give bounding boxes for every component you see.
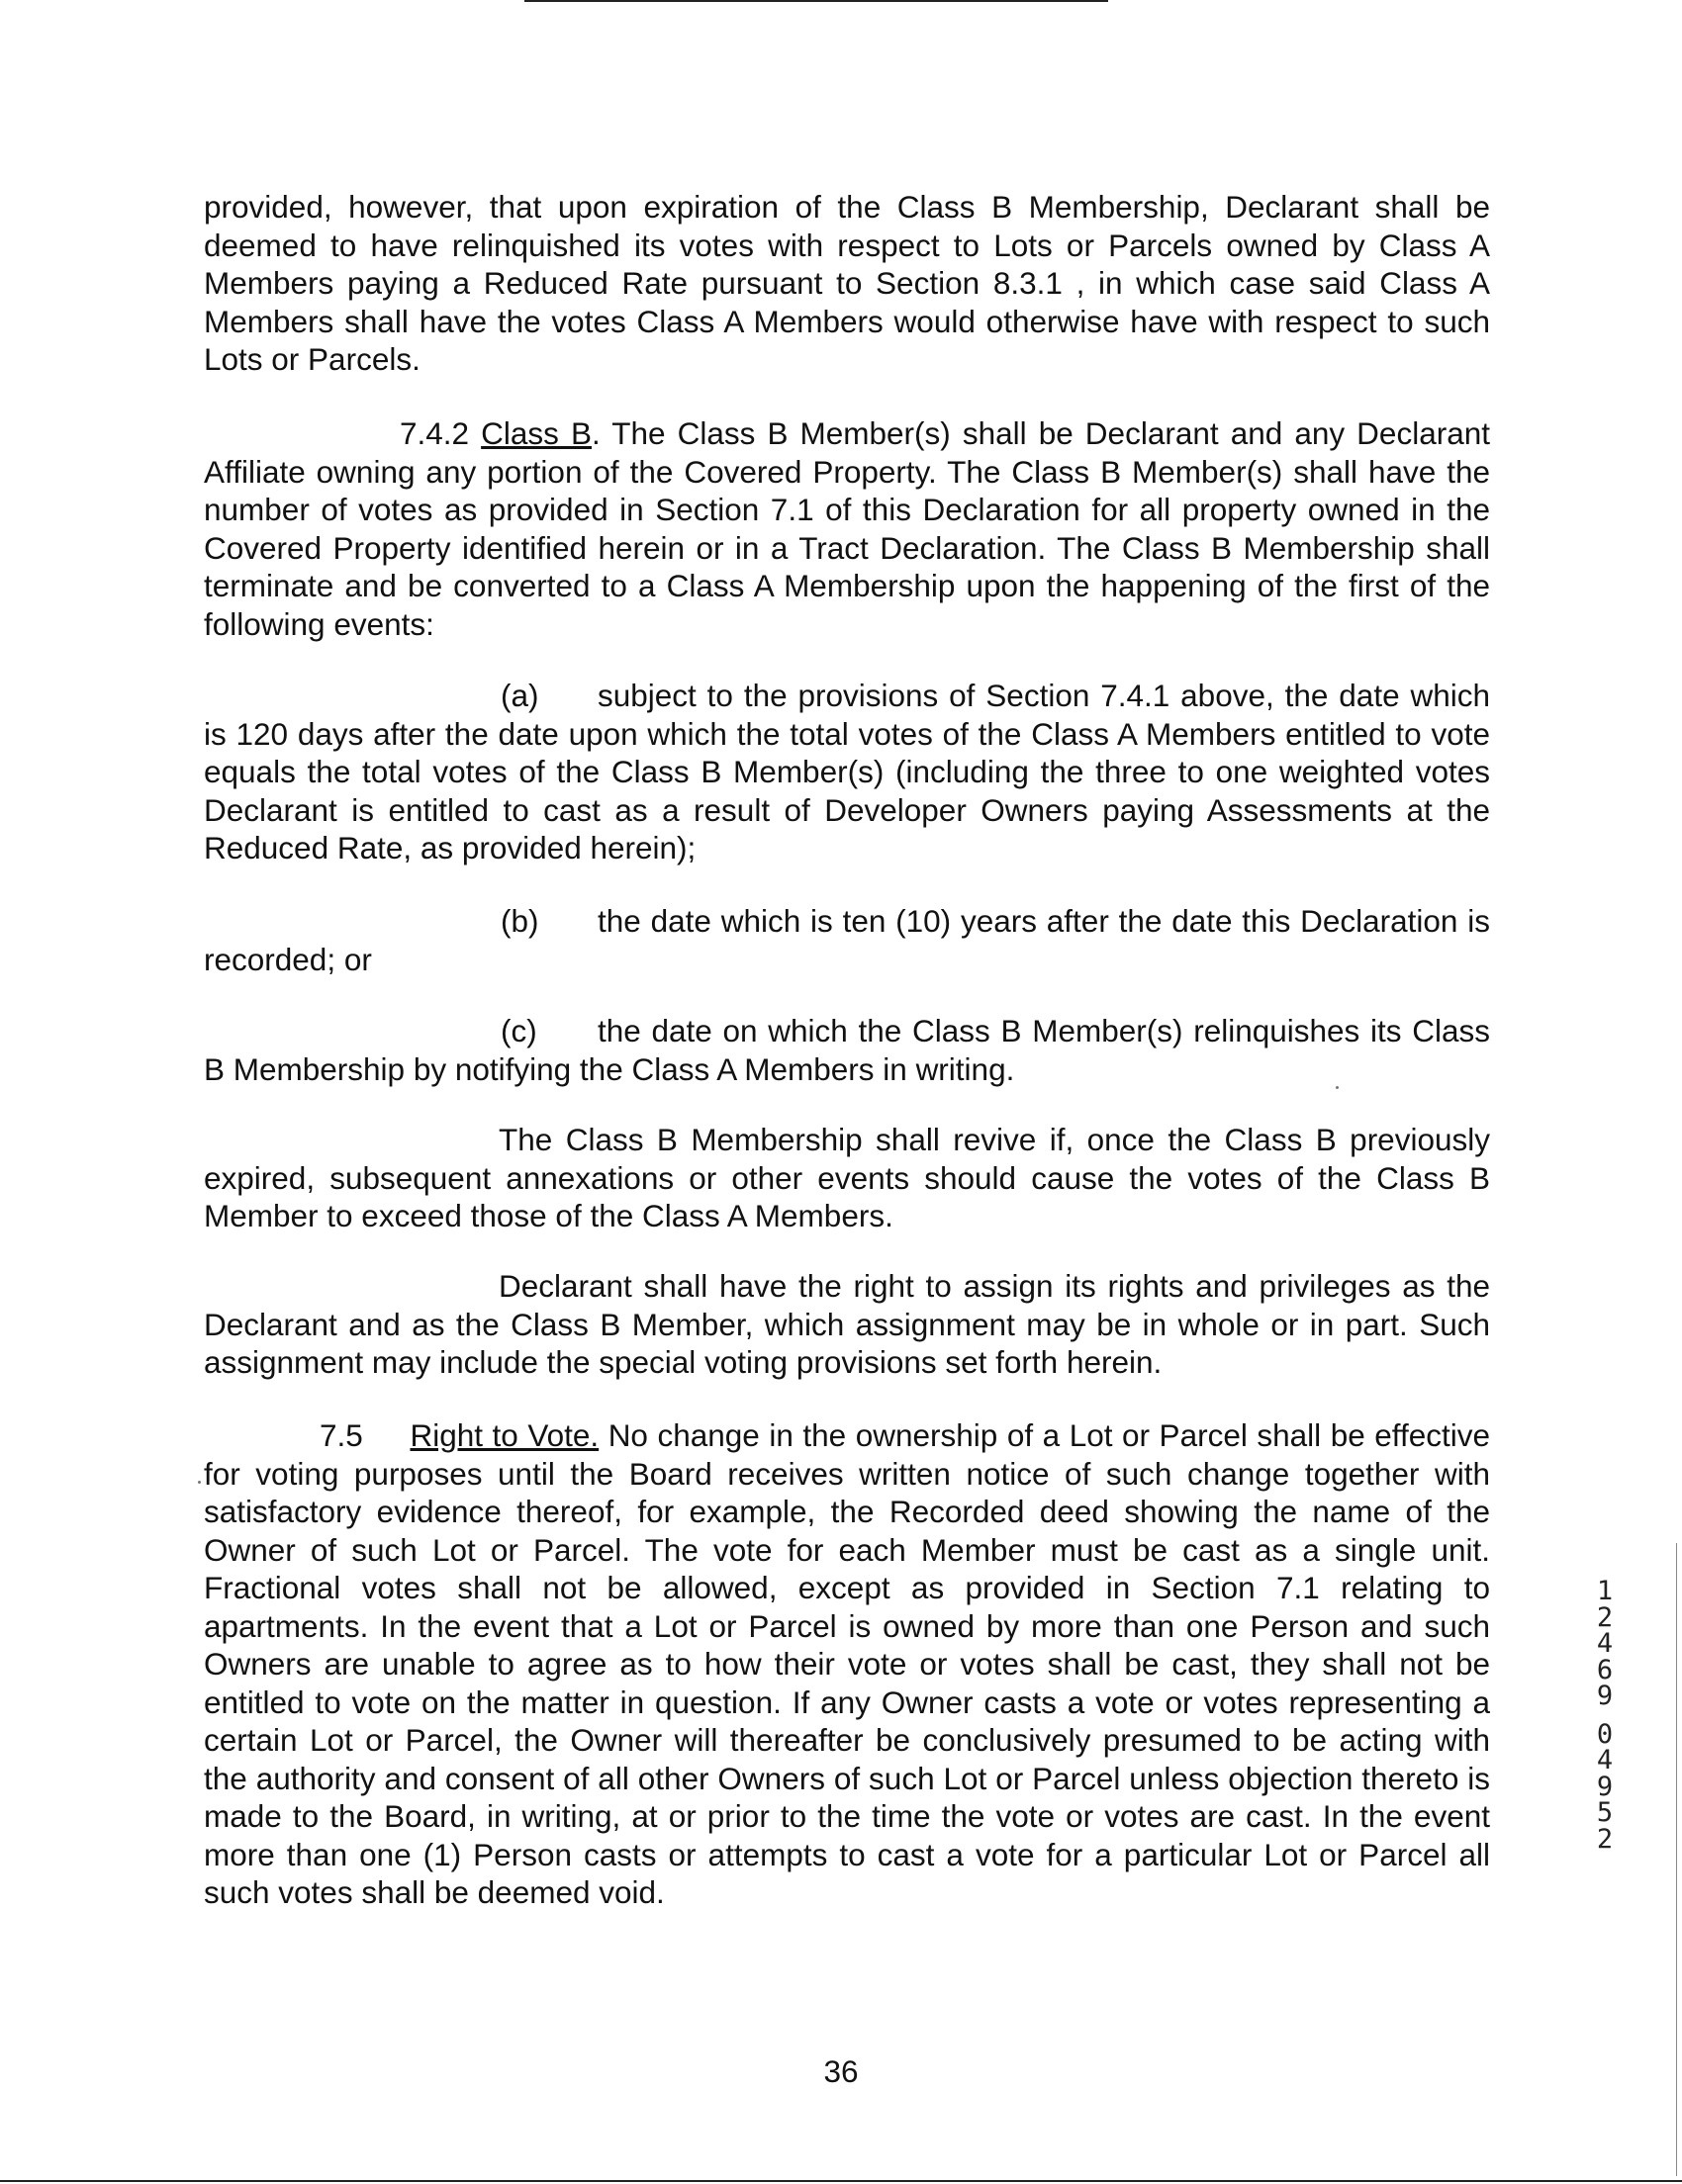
list-item-b bbox=[204, 902, 1490, 978]
stamp-digit: 9 bbox=[1596, 1681, 1614, 1711]
paragraph-7-5 bbox=[204, 1416, 1490, 1912]
paragraph-7-4-2 bbox=[204, 414, 1490, 643]
page-number: 36 bbox=[823, 2053, 859, 2089]
list-item-a bbox=[204, 677, 1490, 867]
paragraph-class-a-continuation: provided, however, that upon expiration of the Class B Membership, Declarant shall be deemed to have relinquished its votes with respect to Lots or Parcels owned by Class A Members paying a Reduced Rate pursuant to Section 8.3.1 , in which case said Class A Members shall have the votes Class A Members would otherwise have with respect to such Lots or Parcels. bbox=[204, 189, 1490, 377]
bottom-scan-line bbox=[0, 2180, 1682, 2182]
section-heading: Class B bbox=[481, 415, 592, 451]
item-label: (c) bbox=[501, 1013, 537, 1048]
item-text: subject to the provisions of Section 7.4.1 above, the date which is 120 days after the date upon which the total votes of the Class A Members entitled to vote equals the total votes of the Class B Member(s) (including the three to one weighted votes Declarant is entitled to cast as a result of Developer Owners paying Assessments at the Reduced Rate, as provided herein); bbox=[204, 678, 1490, 865]
section-number: 7.5 bbox=[320, 1417, 363, 1453]
list-item-c bbox=[204, 1012, 1490, 1088]
item-text: the date on which the Class B Member(s) relinquishes its Class B Membership by notifying the Class A Members in writing. bbox=[204, 1013, 1490, 1087]
recording-stamp bbox=[1591, 1576, 1619, 1855]
stamp-digit: 1 bbox=[1596, 1576, 1614, 1606]
item-label: (b) bbox=[501, 903, 539, 939]
stamp-digit: 5 bbox=[1596, 1797, 1614, 1828]
stamp-digit: 2 bbox=[1596, 1823, 1614, 1855]
stamp-digit: 4 bbox=[1596, 1745, 1614, 1775]
stamp-digit: 4 bbox=[1596, 1628, 1614, 1659]
scan-speck bbox=[198, 1481, 201, 1484]
section-number: 7.4.2 bbox=[400, 415, 470, 451]
section-body: No change in the ownership of a Lot or Parcel shall be effective for voting purposes until the Board receives written notice of such change together with satisfactory evidence thereof, for example, the Recorded deed showing the name of the Owner of such Lot or Parcel. The vote for each Member must be cast as a single unit. Fractional votes shall not be allowed, except as provided in Section 7.1 relating to apartments. In the event that a Lot or Parcel is owned by more than one Person and such Owners are unable to agree as to how their vote or votes shall be cast, they shall not be entitled to vote on the matter in question. If any Owner casts a vote or votes representing a certain Lot or Parcel, the Owner will thereafter be conclusively presumed to be acting with the authority and consent of all other Owners of such Lot or Parcel unless objection thereto is made to the Board, in writing, at or prior to the time the vote or votes are cast. In the event more than one (1) Person casts or attempts to cast a vote for a particular Lot or Parcel all such votes shall be deemed void. bbox=[204, 1417, 1490, 1910]
item-text: the date which is ten (10) years after the date this Declaration is recorded; or bbox=[204, 903, 1490, 977]
section-heading: Right to Vote. bbox=[410, 1417, 600, 1453]
paragraph-assign: Declarant shall have the right to assign its rights and privileges as the Declarant and as the Class B Member, which assignment may be in whole or in part. Such assignment may include the special voting provisions set forth herein. bbox=[204, 1268, 1490, 1380]
section-body: . The Class B Member(s) shall be Declarant and any Declarant Affiliate owning any portion of the Covered Property. The Class B Member(s) shall have the number of votes as provided in Section 7.1 of this Declaration for all property owned in the Covered Property identified herein or in a Tract Declaration. The Class B Membership shall terminate and be converted to a Class A Membership upon the happening of the first of the following events: bbox=[204, 415, 1490, 642]
stamp-digit: 2 bbox=[1596, 1601, 1614, 1633]
stamp-digit: 0 bbox=[1596, 1718, 1614, 1750]
stamp-digit: 6 bbox=[1596, 1654, 1614, 1685]
item-label: (a) bbox=[501, 678, 539, 713]
paragraph-revive: The Class B Membership shall revive if, once the Class B previously expired, subsequent annexations or other events should cause the votes of the Class B Member to exceed those of the Class A Members. bbox=[204, 1122, 1490, 1233]
stamp-digit: 9 bbox=[1596, 1771, 1614, 1802]
top-scan-line bbox=[524, 0, 1108, 2]
